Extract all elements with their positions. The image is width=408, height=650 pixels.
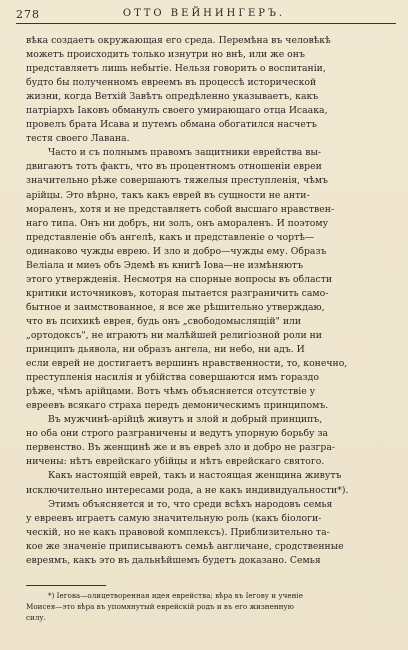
text-line: первенство. Въ женщинѣ же и въ евреѣ зло и добро не разгра- [26, 442, 336, 454]
text-line: кое же значеніе приписываютъ семьѣ англичане, сродственные [26, 540, 344, 552]
text-line: провелъ брата Исава и путемъ обмана обогатился насчетъ [26, 119, 317, 131]
text-line: евреямъ, какъ это въ дальнѣйшемъ будетъ доказано. Семья [26, 554, 321, 566]
footnote-line: Моисея—это вѣра въ упомянутый еврейскій родъ и въ его жизненную [26, 602, 294, 611]
text-line: можетъ происходить только изнутри но внѣ, или же онъ [26, 49, 305, 61]
text-line: наго типа. Онъ ни добръ, ни золъ, онъ аморалeнъ. И поэтому [26, 217, 329, 229]
text-line: этого утвержденія. Несмотря на спорные вопросы въ области [26, 273, 333, 285]
text-line: евреевъ всякаго страха передъ демоническимъ принципомъ. [26, 400, 329, 412]
footnotes [26, 590, 394, 623]
text-line: Какъ настоящій еврей, такъ и настоящая женщина живутъ [48, 470, 342, 482]
text-line: Этимъ объясняется и то, что среди всѣхъ народовъ семья [48, 498, 333, 510]
text-line: „ортодоксъ", не играютъ ни малѣйшей религіозной роли ни [26, 329, 323, 341]
text-line: моралeнъ, хотя и не представляетъ собой высшаго нравствен- [26, 203, 335, 215]
text-line: двигаютъ тотъ фактъ, что въ процентномъ отношеніи евреи [26, 161, 322, 173]
footnote-rule [26, 585, 106, 586]
text-line: бытное и заимствованное, я все же рѣшительно утверждаю, [26, 301, 325, 313]
text-line: значительно рѣже совершаютъ тяжелыя преступленія, чѣмъ [26, 175, 328, 187]
text-line: критики источниковъ, которая пытается разграничить само- [26, 287, 329, 299]
text-line: ческій, но не какъ правовой комплексъ). Приблизительно та- [26, 526, 330, 538]
text-line: вѣка создаетъ окружающая его среда. Перемѣна въ человѣкѣ [26, 35, 331, 46]
text-line: если еврей не достигаетъ вершинъ нравственности, то, конечно, [26, 358, 348, 370]
footnote-line: силу. [26, 613, 46, 622]
page-number: 278 [16, 8, 40, 21]
text-line: преступленія насилія и убійства совершаются имъ гораздо [26, 372, 319, 384]
text-line: Въ мужчинѣ-арійцѣ живутъ и злой и добрый принципъ, [48, 414, 323, 426]
text-line: Часто и съ полнымъ правомъ защитники еврейства вы- [48, 147, 322, 159]
text-line: Веліала и миѳъ объ Эдемѣ въ книгѣ Іова—не измѣняютъ [26, 259, 303, 271]
text-line: ничены: нѣтъ еврейскаго убійцы и нѣтъ еврейскаго святого. [26, 456, 325, 468]
text-line: будто бы полученномъ евреемъ въ процессѣ исторической [26, 77, 317, 89]
running-head: ОТТО ВЕЙНИНГЕРЪ. [122, 8, 286, 19]
text-line: одинаково чужды еврею. И зло и добро—чужды ему. Образъ [26, 245, 327, 257]
text-line: исключительно интересами рода, а не какъ индивидуальности*). [26, 484, 349, 496]
text-line: представленіе объ ангелѣ, какъ и представленіе о чортѣ— [26, 231, 315, 243]
text-line: арійцы. Это вѣрно, такъ какъ еврей въ сущности не анти- [26, 189, 310, 201]
text-line: рѣже, чѣмъ арійцами. Вотъ чѣмъ объясняется отсутствіе у [26, 386, 316, 398]
text-line: тестя своего Лавана. [26, 133, 130, 145]
text-line: патріархъ Іаковъ обманулъ своего умирающаго отца Исаака, [26, 105, 328, 117]
page-header [16, 6, 392, 28]
header-rule [16, 23, 396, 24]
text-line: у евреевъ играетъ самую значительную роль (какъ біологи- [26, 512, 322, 524]
text-line: жизни, когда Ветхій Завѣтъ опредѣленно указываетъ, какъ [26, 91, 319, 103]
text-line: принципъ дьявола, ни образъ ангела, ни небо, ни адъ. И [26, 344, 305, 356]
text-line: представляетъ лишь небытіе. Нельзя говорить о воспитаніи, [26, 63, 326, 75]
footnote-line: *) Іегова—олицетворенная идея еврейства; вѣра въ Іегову и ученіе [48, 591, 303, 600]
text-line: что въ психикѣ еврея, будь онъ „свободомыслящій" или [26, 315, 302, 327]
text-line: но оба они строго разграничены и ведутъ упорную борьбу за [26, 428, 329, 440]
body-text [26, 34, 394, 568]
